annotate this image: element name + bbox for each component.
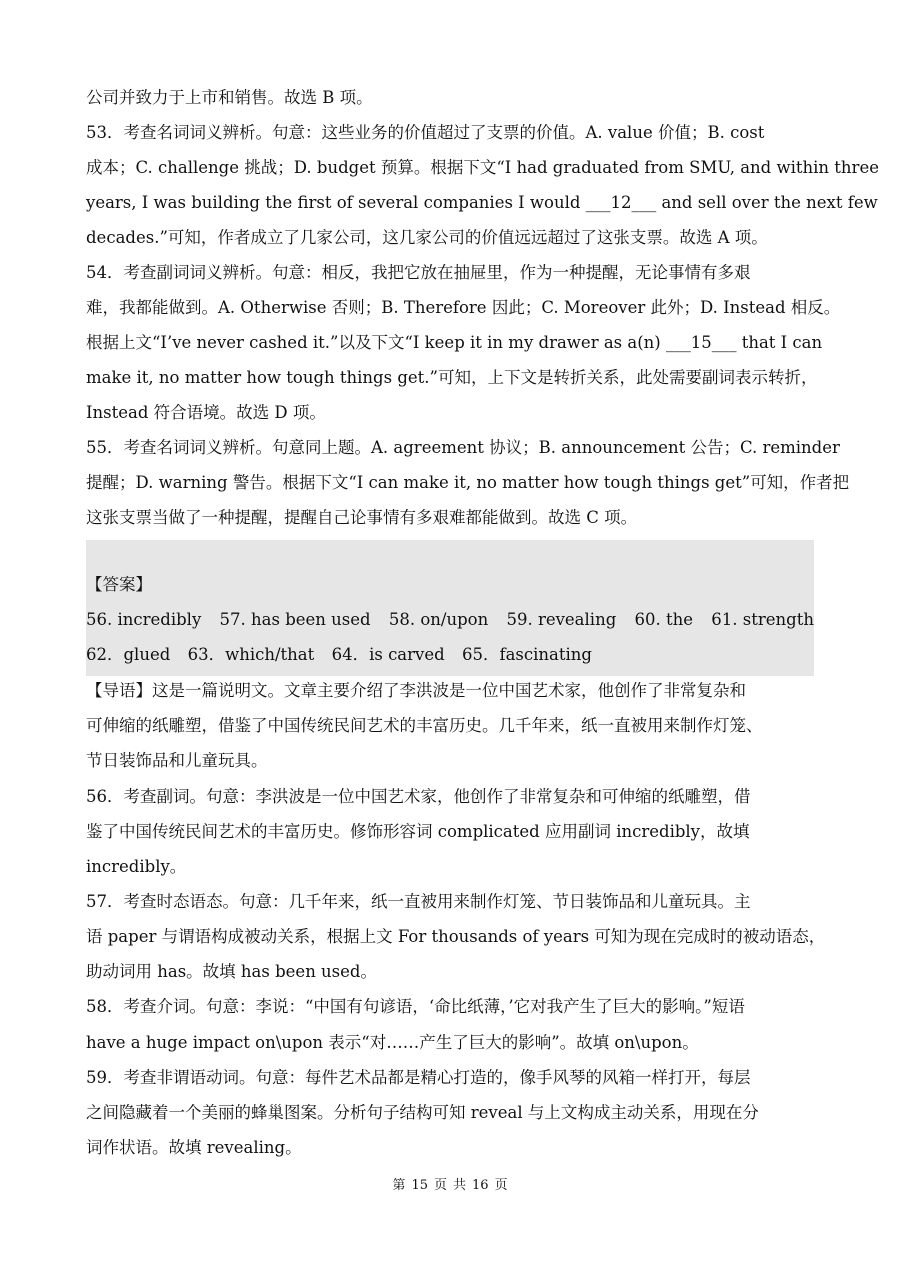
footer-suffix: 页: [494, 1178, 508, 1193]
text-line: 成本；C. challenge 挑战；D. budget 预算。根据下文“I had graduated from SMU, and within three: [86, 158, 879, 177]
text-line: 57．考查时态语态。句意：几千年来，纸一直被用来制作灯笼、节日装饰品和儿童玩具。主: [86, 892, 751, 911]
footer-word: 页: [433, 1178, 447, 1193]
text-line: 语 paper 与谓语构成被动关系，根据上文 For thousands of years 可知为现在完成时的被动语态，: [86, 927, 826, 946]
answer-row-2: [86, 644, 592, 666]
text-line: 之间隐藏着一个美丽的蜂巢图案。分析句子结构可知 reveal 与上文构成主动关系，用现在分: [86, 1103, 759, 1122]
answer-item: 62．glued: [86, 645, 171, 664]
text-line: 公司并致力于上市和销售。故选 B 项。: [86, 88, 373, 107]
current-page-number: 15: [411, 1178, 428, 1193]
text-line: years, I was building the first of several companies I would ___12___ and sell over the next few: [86, 193, 878, 212]
text-line: Instead 符合语境。故选 D 项。: [86, 403, 326, 422]
text-line: 【导语】这是一篇说明文。文章主要介绍了李洪波是一位中国艺术家，他创作了非常复杂和: [86, 681, 746, 700]
text-line: 助动词用 has。故填 has been used。: [86, 962, 377, 981]
text-line: 54．考查副词词义辨析。句意：相反，我把它放在抽屉里，作为一种提醒，无论事情有多艰: [86, 263, 751, 282]
text-line: 提醒；D. warning 警告。根据下文“I can make it, no matter how tough things get”可知，作者把: [86, 473, 850, 492]
text-line: 53．考查名词词义辨析。句意：这些业务的价值超过了支票的价值。A. value 价值；B. cost: [86, 123, 765, 142]
footer-word: 共: [453, 1178, 467, 1193]
text-line: 鉴了中国传统民间艺术的丰富历史。修饰形容词 complicated 应用副词 incredibly，故填: [86, 822, 750, 841]
answer-item: 59. revealing: [506, 610, 617, 629]
answer-item: 61. strength: [711, 610, 814, 629]
text-line: make it, no matter how tough things get.”可知，上下文是转折关系，此处需要副词表示转折，: [86, 368, 818, 387]
total-pages-number: 16: [472, 1178, 489, 1193]
footer-prefix: 第: [392, 1178, 406, 1193]
text-line: 可伸缩的纸雕塑，借鉴了中国传统民间艺术的丰富历史。几千年来，纸一直被用来制作灯笼、: [86, 716, 763, 735]
answer-item: 57. has been used: [219, 610, 371, 629]
text-line: 节日装饰品和儿童玩具。: [86, 751, 268, 770]
text-line: 难，我都能做到。A. Otherwise 否则；B. Therefore 因此；C. Moreover 此外；D. Instead 相反。: [86, 298, 841, 317]
answer-header: 【答案】: [86, 575, 152, 594]
text-line: 这张支票当做了一种提醒，提醒自己论事情有多艰难都能做到。故选 C 项。: [86, 508, 638, 527]
text-line: 56．考查副词。句意：李洪波是一位中国艺术家，他创作了非常复杂和可伸缩的纸雕塑，借: [86, 787, 751, 806]
text-line: 59．考查非谓语动词。句意：每件艺术品都是精心打造的，像手风琴的风箱一样打开，每层: [86, 1068, 751, 1087]
text-line: 58．考查介词。句意：李说：“中国有句谚语，‘命比纸薄，’它对我产生了巨大的影响。”短语: [86, 997, 745, 1016]
text-line: 词作状语。故填 revealing。: [86, 1138, 302, 1157]
answer-item: 65．fascinating: [461, 645, 592, 664]
answer-item: 58. on/upon: [388, 610, 489, 629]
text-line: have a huge impact on\upon 表示“对……产生了巨大的影响”。故填 on\upon。: [86, 1033, 699, 1052]
text-line: incredibly。: [86, 857, 187, 876]
text-line: 55．考查名词词义辨析。句意同上题。A. agreement 协议；B. announcement 公告；C. reminder: [86, 438, 840, 457]
page-footer: [0, 1177, 900, 1195]
answer-item: 60. the: [634, 610, 694, 629]
answer-item: 64．is carved: [331, 645, 445, 664]
answer-item: 63．which/that: [187, 645, 315, 664]
text-line: 根据上文“I’ve never cashed it.”以及下文“I keep it in my drawer as a(n) ___15___ that I can: [86, 333, 823, 352]
answer-row-1: [86, 609, 814, 631]
text-line: decades.”可知，作者成立了几家公司，这几家公司的价值远远超过了这张支票。故选 A 项。: [86, 228, 768, 247]
answer-item: 56. incredibly: [86, 610, 202, 629]
